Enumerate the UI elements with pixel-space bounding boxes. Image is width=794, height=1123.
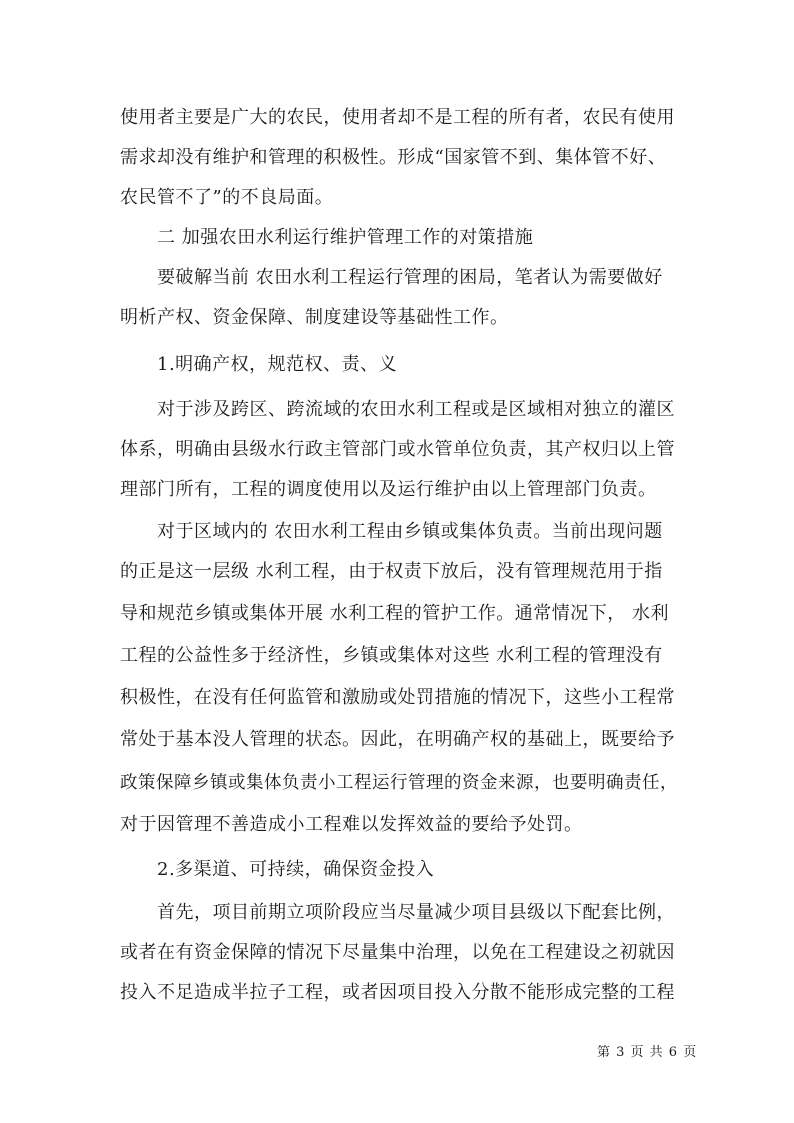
paragraph-line: 理部门所有，工程的调度使用以及运行维护由以上管理部门负责。 [120,479,657,500]
paragraph-line: 使用者主要是广大的农民，使用者却不是工程的所有者，农民有使用 [120,107,675,128]
paragraph-line: 政策保障乡镇或集体负责小工程运行管理的资金来源，也要明确责任， [120,773,678,793]
paragraph-line: 对于涉及跨区、跨流域的农田水利工程或是区域相对独立的灌区 [157,399,675,420]
paragraph-line: 导和规范乡镇或集体开展 水利工程的管护工作。通常情况下， 水利 [120,603,669,624]
paragraph-line: 工程的公益性多于经济性，乡镇或集体对这些 水利工程的管理没有 [120,645,663,666]
paragraph-line: 首先，项目前期立项阶段应当尽量减少项目县级以下配套比例， [157,902,675,923]
paragraph-line: 对于区域内的 农田水利工程由乡镇或集体负责。当前出现问题 [157,521,663,542]
section-heading: 二 加强农田水利运行维护管理工作的对策措施 [157,227,534,248]
paragraph-line: 常处于基本没人管理的状态。因此，在明确产权的基础上，既要给予 [120,729,675,750]
paragraph-line: 要破解当前 农田水利工程运行管理的困局，笔者认为需要做好 [157,267,663,288]
page-number: 第 3 页 共 6 页 [597,1045,698,1060]
paragraph-line: 或者在有资金保障的情况下尽量集中治理，以免在工程建设之初就因 [120,942,675,963]
paragraph-line: 的正是这一层级 水利工程，由于权责下放后，没有管理规范用于指 [120,561,663,582]
paragraph-line: 对于因管理不善造成小工程难以发挥效益的要给予处罚。 [120,814,583,835]
paragraph-line: 积极性，在没有任何监管和激励或处罚措施的情况下，这些小工程常 [120,687,675,708]
paragraph-line: 农民管不了”的不良局面。 [120,187,334,208]
paragraph-line: 体系，明确由县级水行政主管部门或水管单位负责，其产权归以上管 [120,439,675,460]
paragraph-line: 需求却没有维护和管理的积极性。形成“国家管不到、集体管不好、 [120,147,667,168]
paragraph-line: 投入不足造成半拉子工程，或者因项目投入分散不能形成完整的工程 [120,982,675,1003]
paragraph-line: 明析产权、资金保障、制度建设等基础性工作。 [120,307,509,328]
subsection-heading: 1.明确产权，规范权、责、义 [157,354,398,375]
subsection-heading: 2.多渠道、可持续，确保资金投入 [157,859,435,880]
